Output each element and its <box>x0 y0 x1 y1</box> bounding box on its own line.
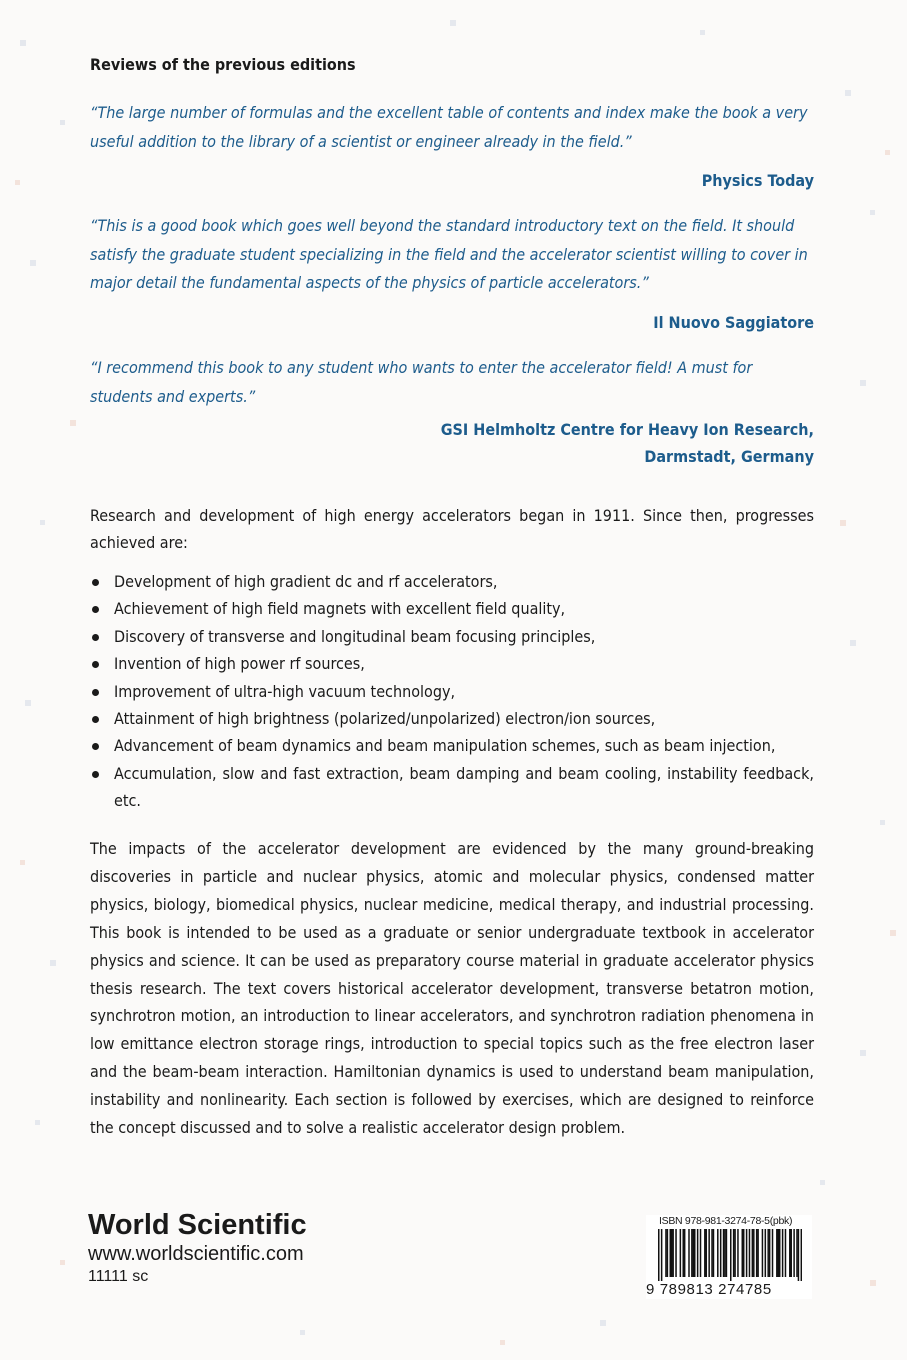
barcode-bar <box>713 1229 715 1277</box>
list-item: Achievement of high field magnets with excellent field quality, <box>90 595 814 622</box>
barcode-bar <box>717 1229 719 1277</box>
barcode-bar <box>700 1229 702 1277</box>
list-item: Invention of high power rf sources, <box>90 650 814 677</box>
bullet-icon <box>92 634 99 641</box>
review-source-1: Physics Today <box>701 171 814 190</box>
barcode-bar <box>798 1229 800 1281</box>
barcode-bar <box>706 1229 708 1277</box>
barcode-bar <box>734 1229 736 1277</box>
isbn-barcode <box>646 1215 812 1299</box>
barcode-bar <box>730 1229 732 1281</box>
barcode-bar <box>675 1229 677 1277</box>
barcode-bar <box>723 1229 725 1277</box>
intro-paragraph: Research and development of high energy accelerators began in 1911. Since then, progresses achieved are: <box>90 506 814 552</box>
barcode-bar <box>769 1229 771 1277</box>
barcode-bar <box>693 1229 695 1277</box>
list-item: Attainment of high brightness (polarized/unpolarized) electron/ion sources, <box>90 705 814 732</box>
barcode-bar <box>756 1229 758 1277</box>
bullet-icon <box>92 606 99 613</box>
barcode-bar <box>778 1229 780 1277</box>
description-paragraph: The impacts of the accelerator development are evidenced by the many ground-breaking discoveries in particle and nuclear physics, atomic and molecular physics, condensed matter physics, biology, biomedical physics, nuclear medicine, medical therapy, and industrial processing. This book is intended to be used as a graduate or senior undergraduate textbook in accelerator physics and science. It can be used as preparatory course material in graduate accelerator physics thesis research. The text covers historical accelerator development, transverse betatron motion, synchrotron motion, an introduction to linear accelerators, and synchrotron radiation phenomena in low emittance electron storage rings, introduction to special topics such as the free electron laser and the beam-beam interaction. Hamiltonian dynamics is used to understand beam manipulation, instability and nonlinearity. Each section is followed by exercises, which are designed to reinforce the concept discussed and to solve a realistic accelerator design problem. <box>90 839 814 1138</box>
list-item: Advancement of beam dynamics and beam manipulation schemes, such as beam injection, <box>90 732 814 759</box>
review-source-3-line2: Darmstadt, Germany <box>644 447 814 466</box>
barcode-bar <box>785 1229 787 1277</box>
publisher-url: www.worldscientific.com <box>88 1243 304 1265</box>
barcode-bar <box>682 1229 684 1277</box>
barcode-bar <box>708 1229 710 1277</box>
barcode-digits: 9 789813 274785 <box>646 1281 772 1298</box>
barcode-bar <box>762 1229 764 1277</box>
bullet-icon <box>92 771 99 778</box>
review-source-3-line1: GSI Helmholtz Centre for Heavy Ion Research, <box>440 420 814 439</box>
barcode-bar <box>779 1229 781 1277</box>
barcode-bar <box>793 1229 795 1277</box>
barcode-bar <box>658 1229 660 1281</box>
barcode-bar <box>753 1229 755 1277</box>
review-source-2: Il Nuovo Saggiatore <box>653 313 814 332</box>
list-item: Discovery of transverse and longitudinal beam focusing principles, <box>90 623 814 650</box>
list-item: Improvement of ultra-high vacuum technology, <box>90 678 814 705</box>
bullet-icon <box>92 743 99 750</box>
barcode-bar <box>765 1229 767 1277</box>
barcode-bar <box>767 1229 769 1277</box>
review-quote-2: “This is a good book which goes well beyond the standard introductory text on the field. It should satisfy the graduate student specializing in the field and the accelerator scientist willing to cover in major detail the fundamental aspects of the physics of particle accelerators.” <box>90 216 808 292</box>
barcode-bar <box>752 1229 754 1277</box>
barcode-bar <box>720 1229 722 1277</box>
barcode-bar <box>790 1229 792 1277</box>
barcode-bar <box>680 1229 682 1277</box>
barcode-bar <box>737 1229 739 1277</box>
bullet-icon <box>92 716 99 723</box>
barcode-bar <box>772 1229 774 1277</box>
barcode-bar <box>670 1229 672 1277</box>
barcode-bar <box>704 1229 706 1277</box>
barcode-bar <box>789 1229 791 1277</box>
barcode-bar <box>672 1229 674 1277</box>
isbn-label: ISBN 978-981-3274-78-5(pbk) <box>659 1215 793 1227</box>
barcode-bar <box>757 1229 759 1277</box>
review-source-3 <box>441 416 814 470</box>
reviews-heading: Reviews of the previous editions <box>90 55 356 74</box>
barcode-bar <box>661 1229 663 1281</box>
barcode-bar <box>665 1229 667 1277</box>
barcode-bar <box>782 1229 784 1277</box>
barcode-bar <box>724 1229 726 1277</box>
publisher-block <box>88 1208 307 1288</box>
barcode-bar <box>733 1229 735 1277</box>
bullet-icon <box>92 689 99 696</box>
barcode-bar <box>776 1229 778 1277</box>
barcode-bar <box>742 1229 744 1277</box>
barcode-bar <box>749 1229 751 1277</box>
review-quote-3: “I recommend this book to any student who wants to enter the accelerator field! A must for students and experts.” <box>90 358 753 406</box>
list-item: Development of high gradient dc and rf accelerators, <box>90 568 814 595</box>
list-item: Accumulation, slow and fast extraction, beam damping and beam cooling, instability feedback, etc. <box>90 760 814 815</box>
barcode-bar <box>671 1229 673 1277</box>
publisher-code: 11111 sc <box>88 1268 149 1285</box>
barcode-bars <box>658 1229 802 1281</box>
barcode-bar <box>711 1229 713 1277</box>
barcode-bar <box>726 1229 728 1277</box>
barcode-bar <box>684 1229 686 1277</box>
barcode-bar <box>694 1229 696 1277</box>
barcode-bar <box>746 1229 748 1277</box>
bullet-icon <box>92 579 99 586</box>
publisher-name: World Scientific <box>88 1209 307 1241</box>
barcode-bar <box>743 1229 745 1277</box>
barcode-bar <box>691 1229 693 1277</box>
review-quote-1: “The large number of formulas and the excellent table of contents and index make the book a very useful addition to the library of a scientist or engineer already in the field.” <box>90 103 808 151</box>
barcode-bar <box>801 1229 802 1281</box>
bullet-icon <box>92 661 99 668</box>
barcode-bar <box>688 1229 690 1277</box>
achievements-list <box>90 568 814 815</box>
barcode-bar <box>667 1229 669 1277</box>
barcode-bar <box>697 1229 699 1277</box>
barcode-bar <box>796 1229 798 1277</box>
